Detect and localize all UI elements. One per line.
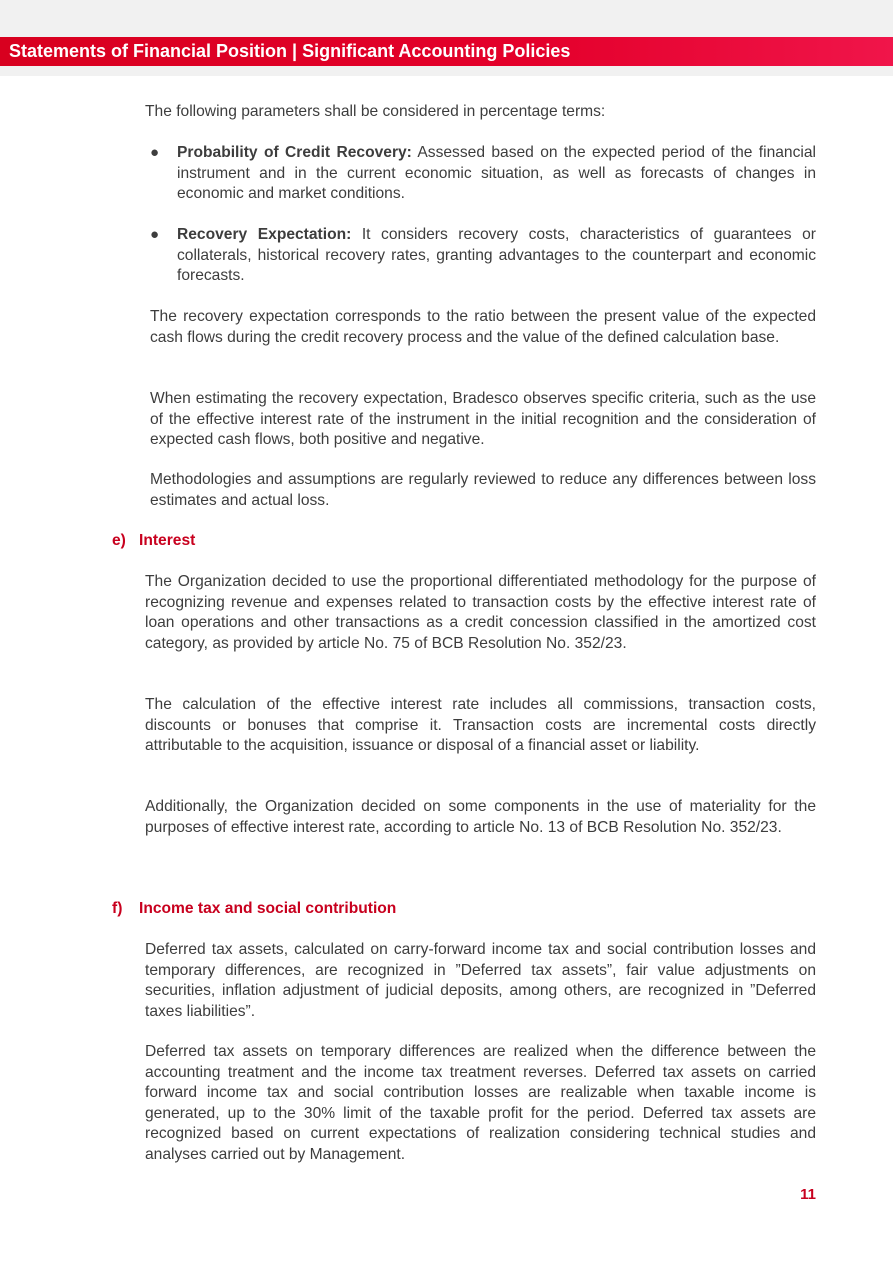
section-heading-interest	[112, 531, 195, 551]
bullet-label: Recovery Expectation:	[177, 226, 352, 243]
paragraph: When estimating the recovery expectation, Bradesco observes specific criteria, such as the use of the effective interest rate of the instrument in the initial recognition and the consideration of expected cash flows, both positive and negative.	[150, 390, 816, 448]
paragraph: Additionally, the Organization decided on some components in the use of materiality for the purposes of effective interest rate, according to article No. 13 of BCB Resolution No. 352/23.	[145, 798, 816, 836]
paragraph: The calculation of the effective interest rate includes all commissions, transaction costs, discounts or bonuses that comprise it. Transaction costs are incremental costs directly attributable to the acquisition, issuance or disposal of a financial asset or liability.	[145, 696, 816, 754]
section-title: Interest	[139, 532, 196, 549]
paragraph: Deferred tax assets on temporary differences are realized when the difference between the accounting treatment and the income tax treatment reverses. Deferred tax assets on carried forward income tax and social contribution losses are realizable when taxable income is generated, up to the 30% limit of the taxable profit for the period. Deferred tax assets are recognized based on current expectations of realization considering technical studies and analyses carried out by Management.	[145, 1043, 816, 1163]
paragraph: The Organization decided to use the proportional differentiated methodology for the purpose of recognizing revenue and expenses related to transaction costs by the effective interest rate of loan operations and other transactions as a credit concession classified in the amortized cost category, as provided by article No. 75 of BCB Resolution No. 352/23.	[145, 573, 816, 652]
section-letter: e)	[112, 532, 126, 549]
section-heading-income-tax	[112, 899, 396, 919]
paragraph: Deferred tax assets, calculated on carry-forward income tax and social contribution losses and temporary differences, are recognized in ”Deferred tax assets”, fair value adjustments on securities, inflation adjustment of judicial deposits, among others, are recognized in ”Deferred taxes liabilities”.	[145, 941, 816, 1020]
bullet-item-recovery-expectation	[177, 225, 816, 287]
bullet-text: Assessed based on the expected period of the financial instrument and in the current economic situation, as well as forecasts of changes in economic and market conditions.	[177, 144, 816, 202]
bullet-item-credit-recovery	[177, 143, 816, 205]
section-title: Income tax and social contribution	[139, 900, 397, 917]
bullet-text: It considers recovery costs, characteristics of guarantees or collaterals, historical recovery rates, granting advantages to the counterpart and economic forecasts.	[177, 226, 816, 284]
paragraph: The recovery expectation corresponds to the ratio between the present value of the expected cash flows during the credit recovery process and the value of the defined calculation base.	[150, 308, 816, 346]
paragraph: Methodologies and assumptions are regularly reviewed to reduce any differences between loss estimates and actual loss.	[150, 471, 816, 509]
bullet-label: Probability of Credit Recovery:	[177, 144, 412, 161]
page-number: 11	[800, 1186, 816, 1203]
bullet-dot: ●	[150, 226, 160, 243]
intro-paragraph: The following parameters shall be considered in percentage terms:	[145, 103, 606, 120]
header-bar: Statements of Financial Position | Significant Accounting Policies	[0, 37, 893, 66]
section-letter: f)	[112, 900, 123, 917]
bullet-dot: ●	[150, 144, 160, 161]
